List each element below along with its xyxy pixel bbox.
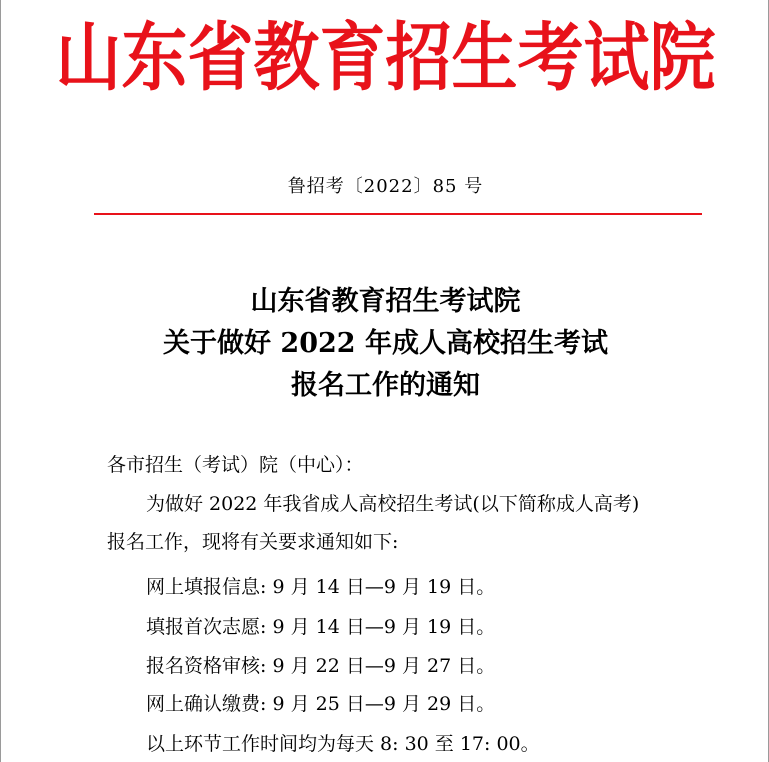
schedule-item-first-choice: 填报首次志愿: 9 月 14 日—9 月 19 日。 [146, 616, 496, 638]
schedule-item-payment-confirmation: 网上确认缴费: 9 月 25 日—9 月 29 日。 [146, 693, 496, 715]
masthead-title: 山东省教育招生考试院 [55, 13, 716, 101]
notice-title-line-3: 报名工作的通知 [291, 370, 480, 401]
paragraph-1-line-2: 报名工作，现将有关要求通知如下: [107, 531, 399, 553]
schedule-item-qualification-review: 报名资格审核: 9 月 22 日—9 月 27 日。 [146, 655, 496, 677]
notice-title-line-2: 关于做好 2022 年成人高校招生考试 [163, 328, 608, 359]
red-divider [94, 213, 702, 215]
salutation: 各市招生（考试）院（中心）： [107, 454, 364, 476]
schedule-item-working-hours: 以上环节工作时间均为每天 8: 30 至 17: 00。 [146, 733, 540, 755]
paragraph-1-line-1: 为做好 2022 年我省成人高校招生考试(以下简称成人高考) [146, 493, 640, 515]
schedule-item-online-info: 网上填报信息: 9 月 14 日—9 月 19 日。 [146, 576, 496, 598]
notice-title-line-1: 山东省教育招生考试院 [250, 286, 521, 317]
document-number: 鲁招考〔2022〕85 号 [287, 176, 484, 197]
